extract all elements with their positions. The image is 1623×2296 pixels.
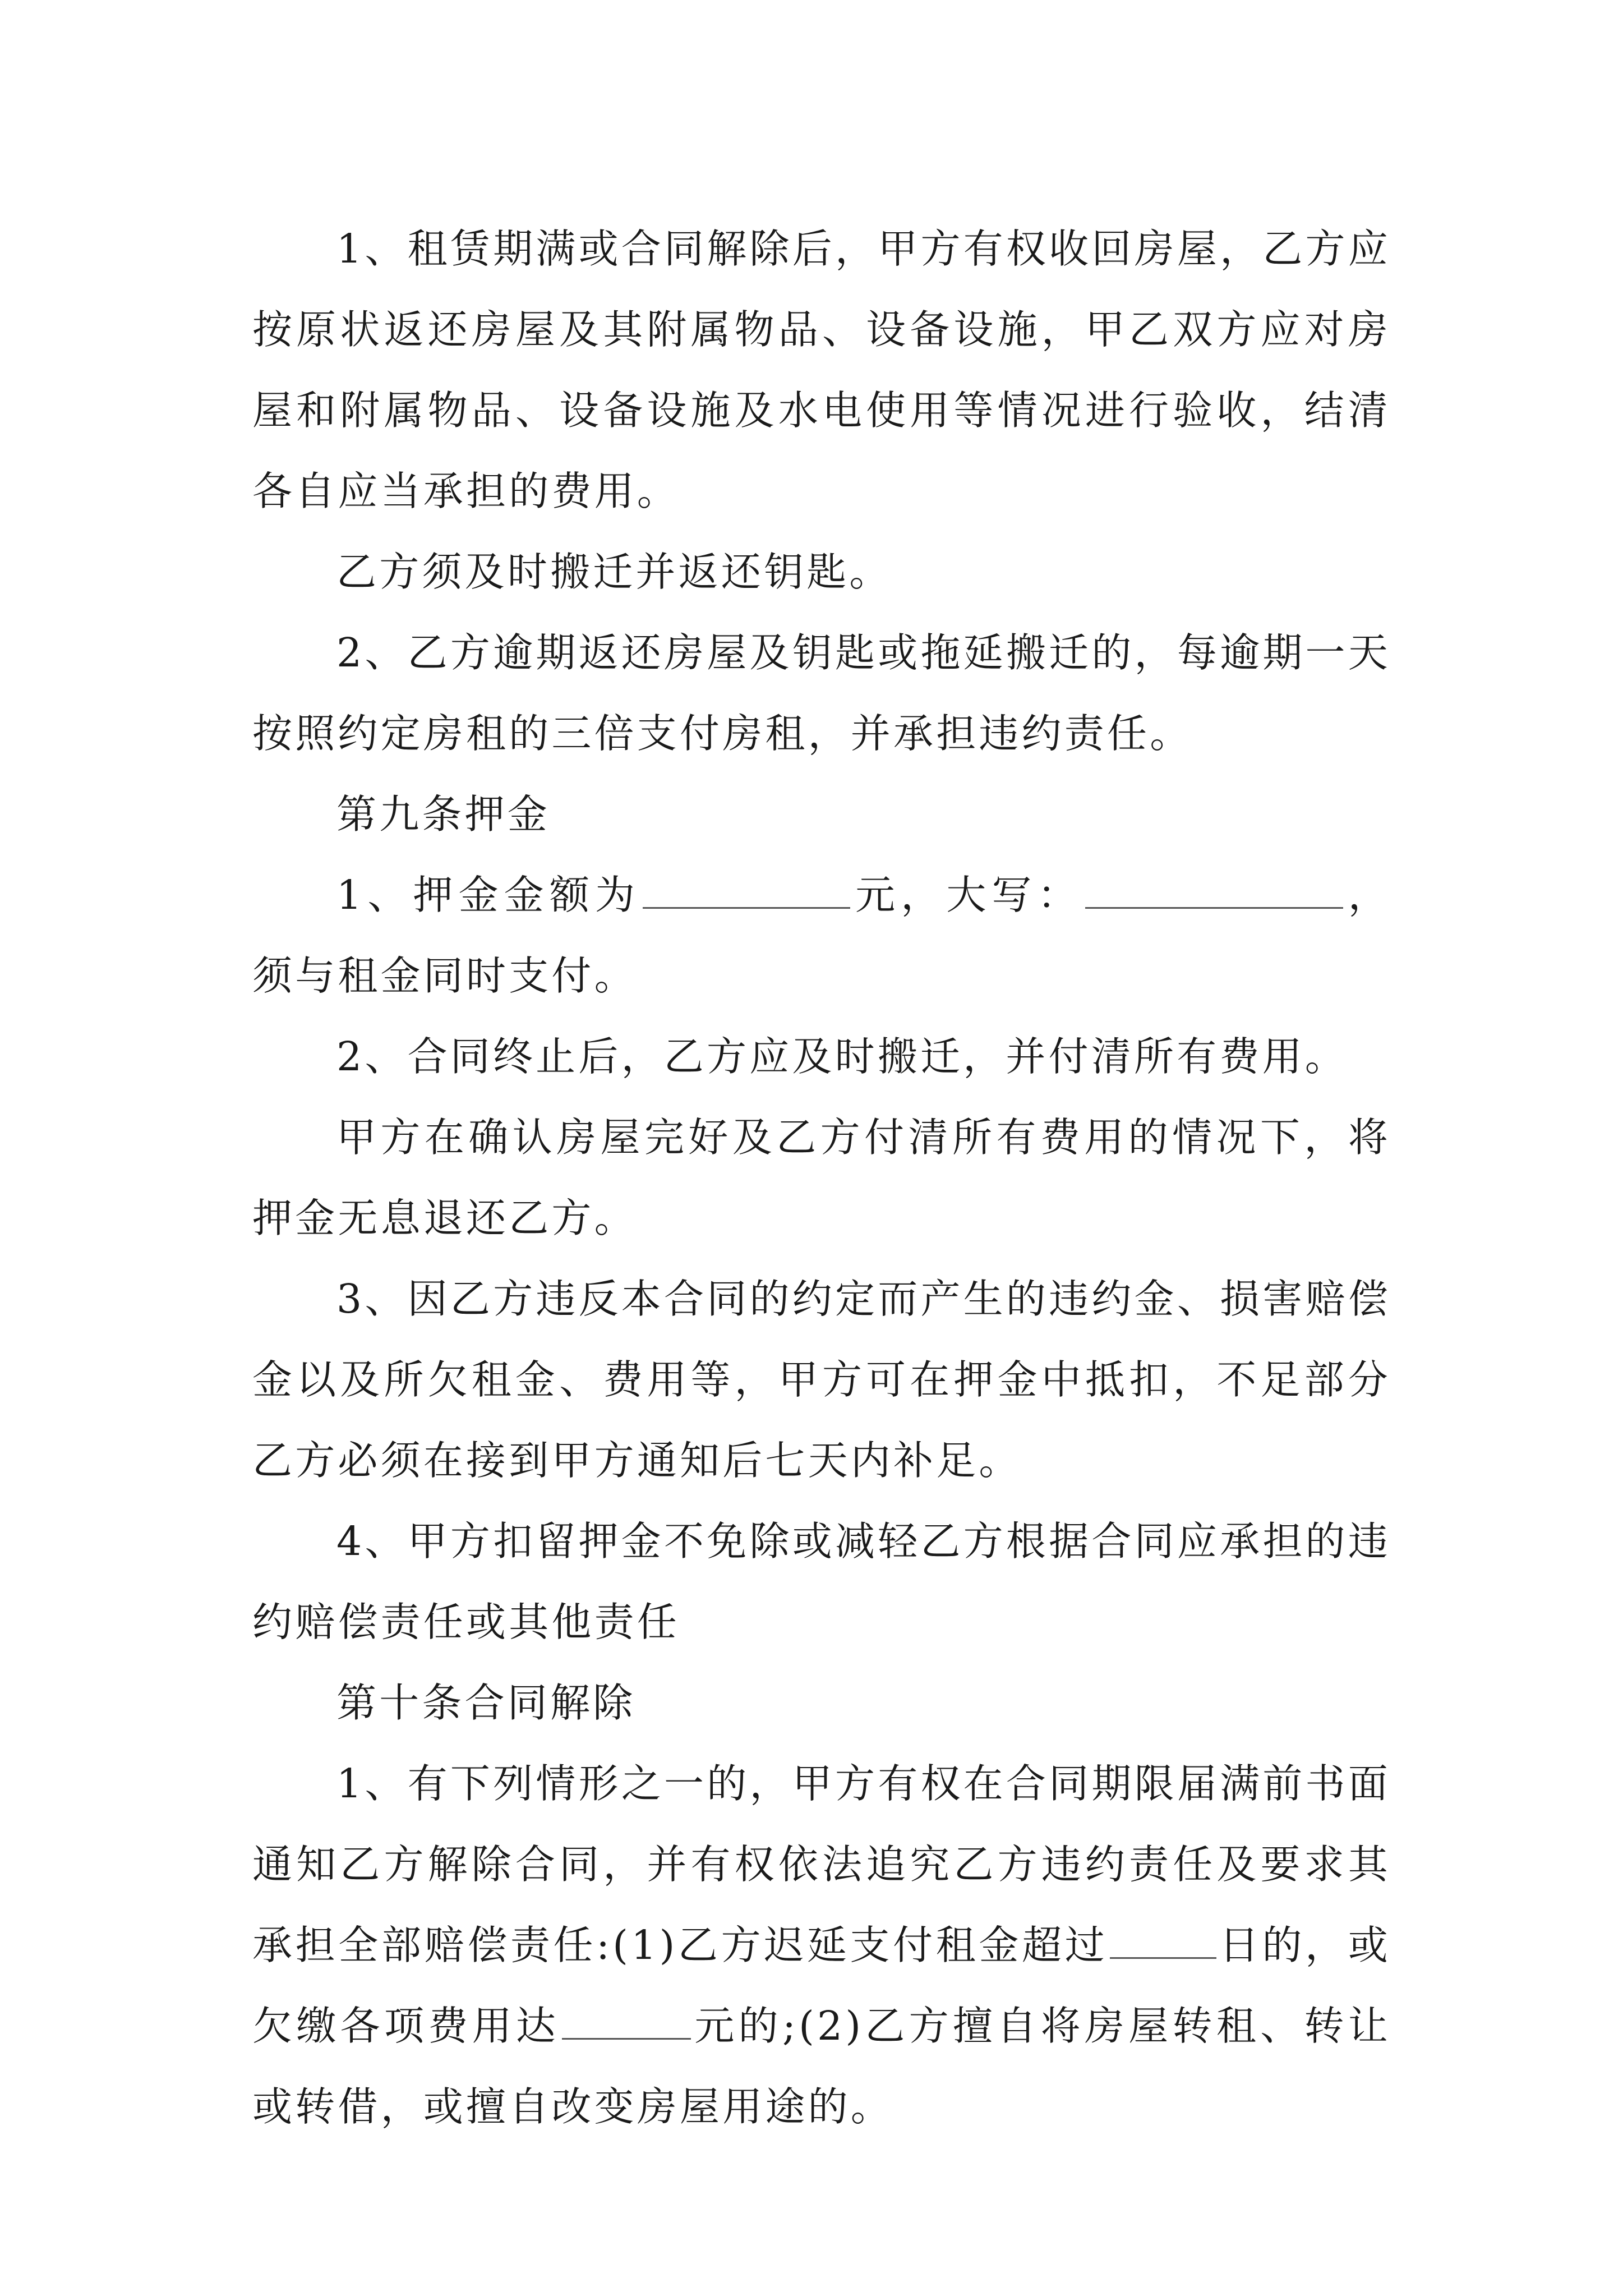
paragraph-termination-move: 2、合同终止后，乙方应及时搬迁，并付清所有费用。	[336, 1033, 1348, 1080]
paragraph-deposit-amount	[252, 855, 1391, 1016]
section-heading-termination: 第十条合同解除	[336, 1680, 636, 1726]
section-heading-deposit: 第九条押金	[336, 791, 551, 838]
termination-text-part3: 元的;(2)乙方擅自将房屋转租、转让或转借，或擅自改变房屋用途的。	[252, 2003, 1391, 2130]
termination-text-part2: 日的，或欠缴各项费用达	[252, 1922, 1391, 2049]
paragraph-termination-conditions	[252, 1743, 1391, 2147]
paragraph-deposit-deduction: 3、因乙方违反本合同的约定而产生的违约金、损害赔偿金以及所欠租金、费用等，甲方可在押金中抵扣，不足部分乙方必须在接到甲方通知后七天内补足。	[252, 1276, 1391, 1484]
document-page	[252, 209, 1391, 2147]
unpaid-fees-blank	[562, 2002, 691, 2040]
paragraph-return-keys: 乙方须及时搬迁并返还钥匙。	[336, 549, 892, 595]
deposit-payment-note: ，须与租金同时支付。	[252, 872, 1391, 999]
paragraph-overdue-return: 2、乙方逾期返还房屋及钥匙或拖延搬迁的，每逾期一天按照约定房租的三倍支付房租，并承担违约责任。	[252, 629, 1391, 757]
paragraph-deposit-refund: 甲方在确认房屋完好及乙方付清所有费用的情况下，将押金无息退还乙方。	[252, 1114, 1391, 1241]
deposit-capital-label: 元，大写：	[852, 872, 1083, 918]
paragraph-return-premises: 1、租赁期满或合同解除后，甲方有权收回房屋，乙方应按原状返还房屋及其附属物品、设备设施，甲乙双方应对房屋和附属物品、设备设施及水电使用等情况进行验收，结清各自应当承担的费用。	[252, 226, 1391, 514]
deposit-capital-blank	[1085, 871, 1343, 909]
overdue-days-blank	[1110, 1921, 1216, 1959]
paragraph-deposit-retention: 4、甲方扣留押金不免除或减轻乙方根据合同应承担的违约赔偿责任或其他责任	[252, 1518, 1391, 1645]
deposit-amount-blank	[643, 871, 850, 909]
termination-text-part1: 1、有下列情形之一的，甲方有权在合同期限届满前书面通知乙方解除合同，并有权依法追究乙方违约责任及要求其承担全部赔偿责任:(1)乙方迟延支付租金超过	[252, 1760, 1391, 1968]
deposit-amount-label: 1、押金金额为	[336, 872, 641, 918]
